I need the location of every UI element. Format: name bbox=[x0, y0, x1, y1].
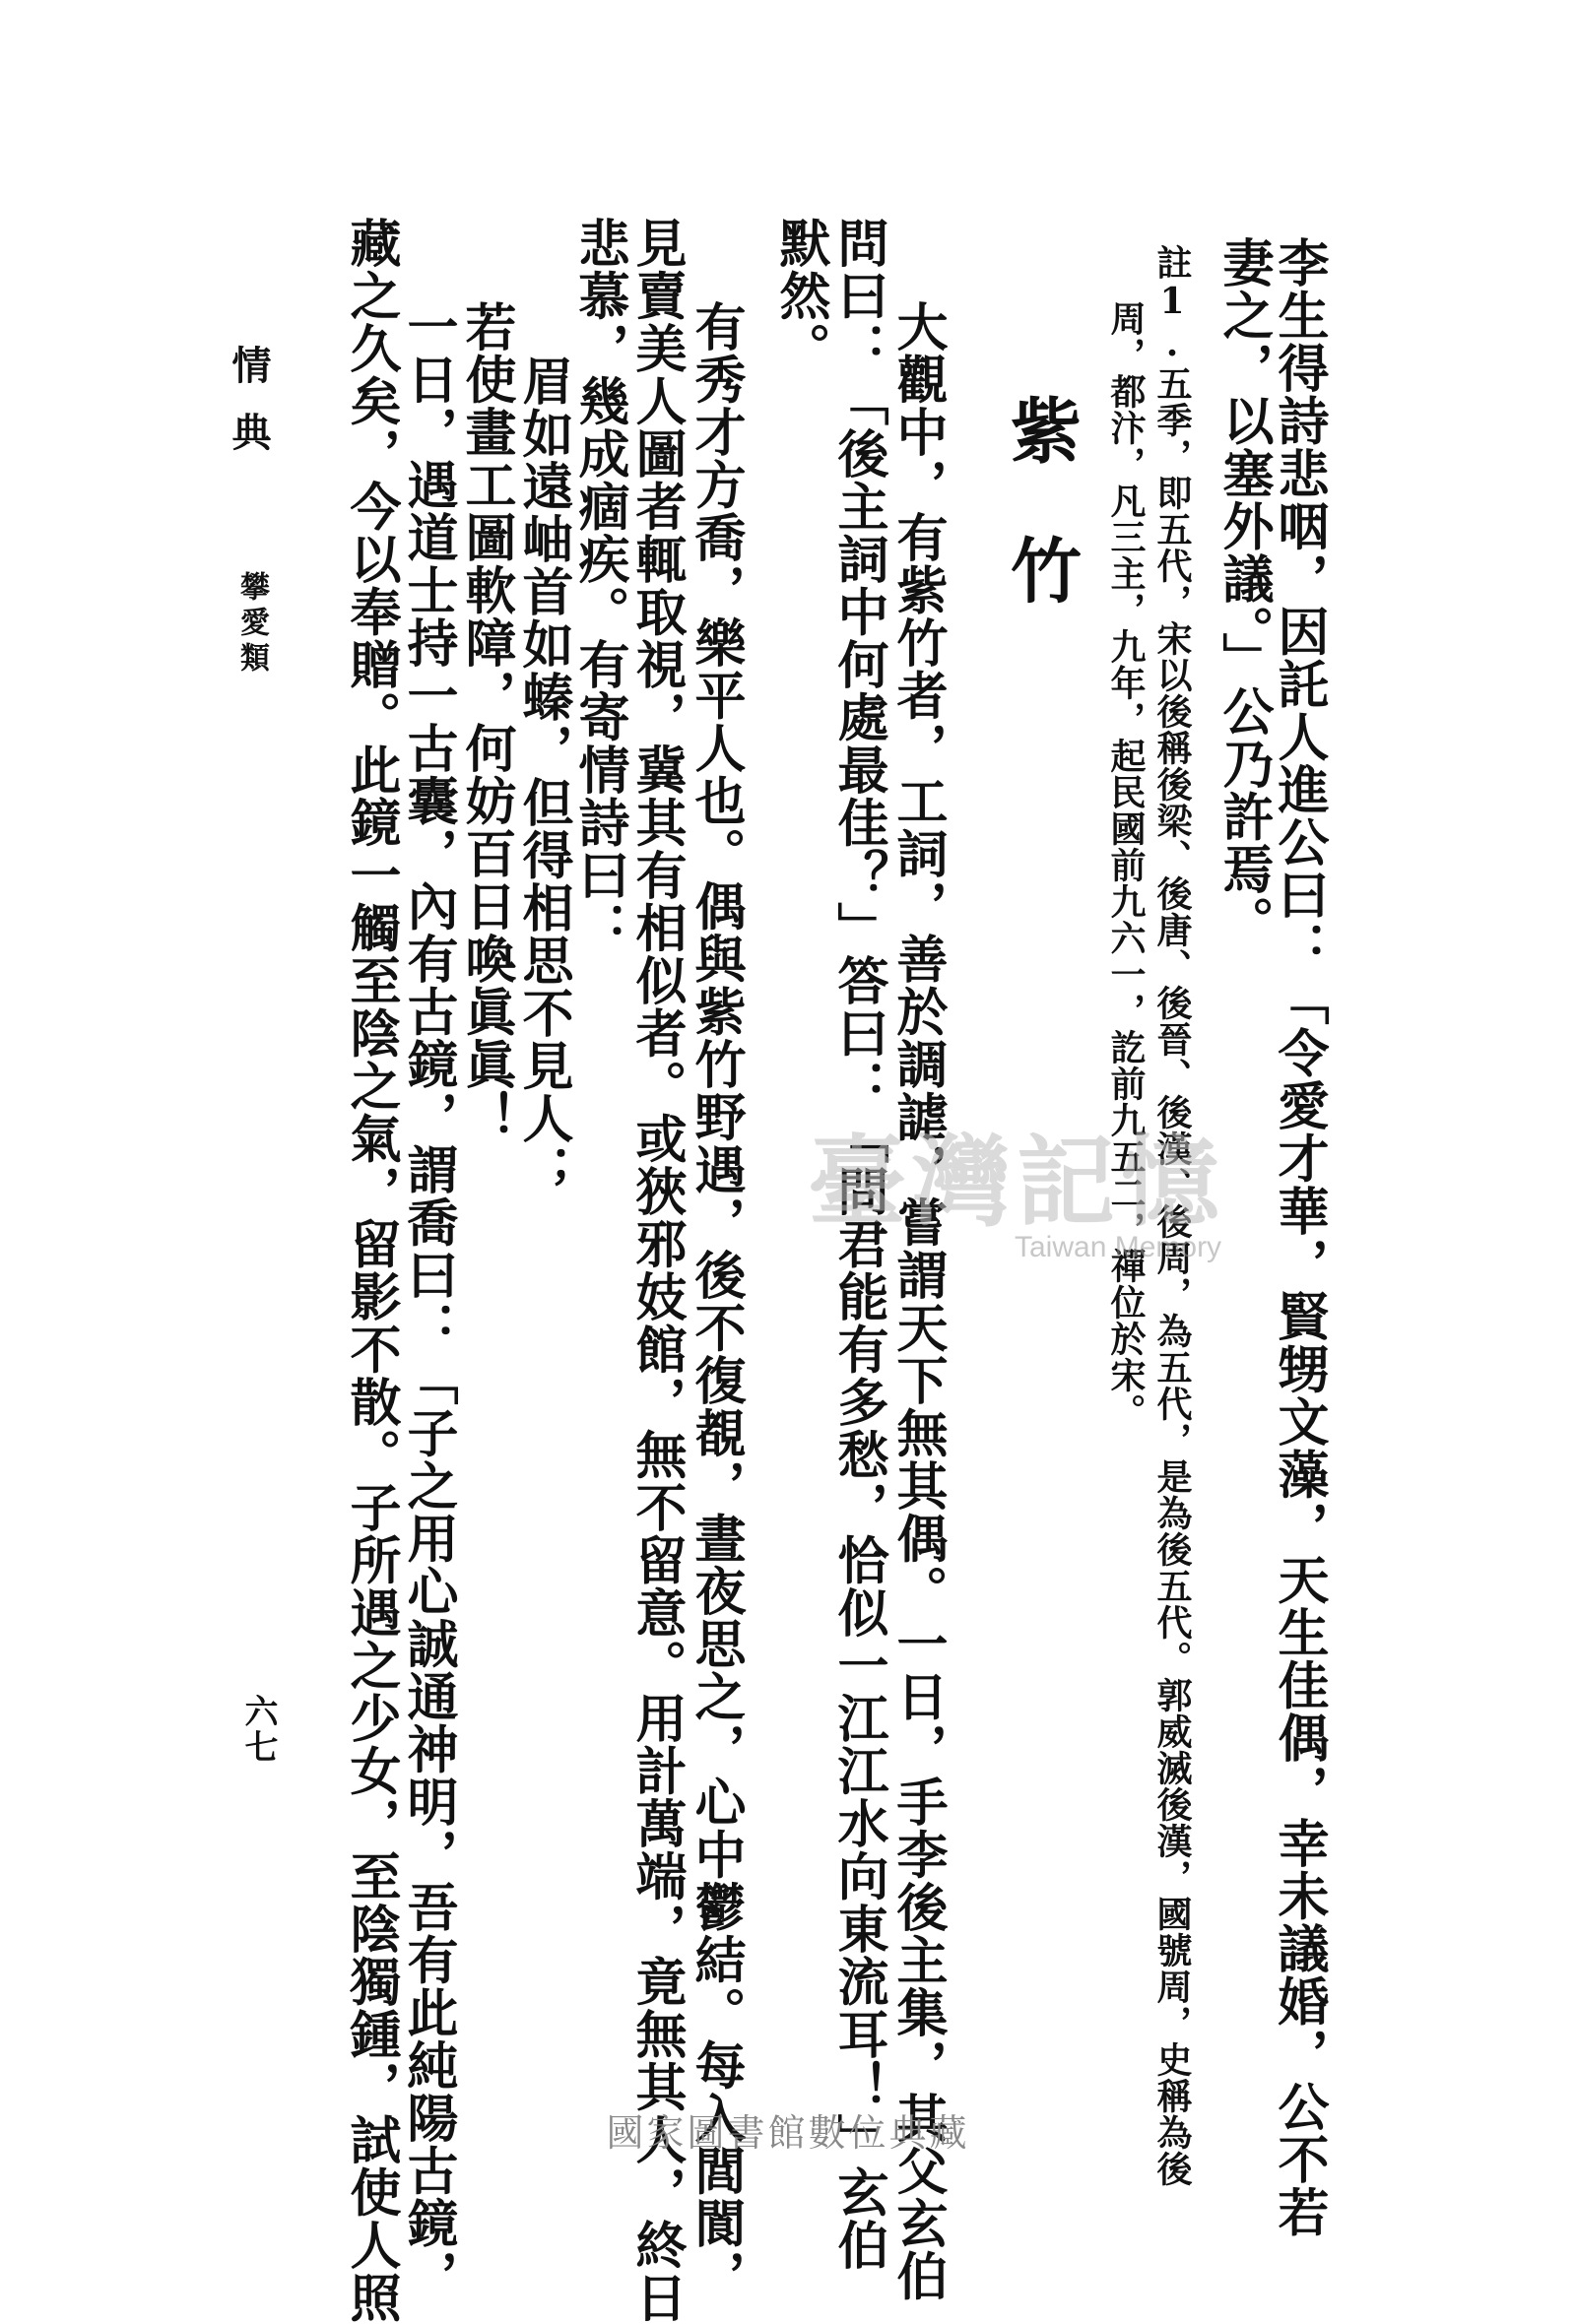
text-column-4: 問曰：「後主詞中何處最佳？」答曰：「問君能有多愁，恰似一江江水向東流耳！」玄伯 bbox=[828, 217, 888, 2272]
text-column-7: 見賣美人圖者輒取視，冀其有相似者。或狹邪妓館，無不留意。用計萬端，竟無其人，終日 bbox=[626, 217, 687, 2324]
poem-line-1: 眉如遠岫首如螓，但得相思不見人； bbox=[513, 355, 573, 1197]
footnote-column-1: 註1.五季，即五代，宋以後稱後梁、後唐、後晉、後漢、後周，為五代，是為後五代。郭威滅後漢，國號周，史稱為後 bbox=[1151, 244, 1193, 2187]
text-column-9: 一日，遇道士持一古囊，內有古鏡，謂喬曰：「子之用心誠通神明，吾有此純陽古鏡， bbox=[398, 300, 458, 2302]
text-column-6: 有秀才方喬，樂平人也。偶與紫竹野遇，後不復覩，晝夜思之，心中鬱結。每入閭閬， bbox=[686, 300, 746, 2302]
poem-line-2: 若使畫工圖軟障，何妨百日喚眞眞！ bbox=[456, 300, 516, 1143]
text-column-5: 默然。 bbox=[770, 217, 830, 375]
footnote-column-2: 周，都汴，凡三主，九年，起民國前九六一，訖前九五二，禪位於宋。 bbox=[1105, 300, 1147, 1430]
library-caption: 國家圖書館數位典藏 bbox=[606, 2111, 970, 2155]
text-column-10: 藏之久矣，今以奉贈。此鏡一觸至陰之氣，留影不散。子所遇之少女，至陰獨鍾，試使人照 bbox=[341, 217, 401, 2324]
section-title: 紫竹 bbox=[999, 394, 1083, 674]
book-title: 情典 bbox=[226, 345, 272, 479]
category-label: 攀愛類 bbox=[234, 571, 269, 678]
watermark-english-text: Taiwan Memory bbox=[1015, 1231, 1222, 1263]
text-column-2: 妻之，以塞外議。」公乃許焉。 bbox=[1214, 236, 1274, 948]
watermark-cjk-text: 臺灣記憶 bbox=[808, 1124, 1225, 1240]
text-column-8: 悲慕，幾成痼疾。有寄情詩曰： bbox=[569, 217, 629, 954]
text-column-3: 大觀中，有紫竹者，工詞，善於調謔，嘗謂天下無其偶。一日，手李後主集，其父玄伯 bbox=[887, 300, 948, 2302]
page-number: 六七 bbox=[238, 1694, 278, 1765]
text-column-1: 李生得詩悲咽，因託人進公曰：「令愛才華，賢甥文藻，天生佳偶，幸未議婚，公不若 bbox=[1269, 236, 1329, 2238]
